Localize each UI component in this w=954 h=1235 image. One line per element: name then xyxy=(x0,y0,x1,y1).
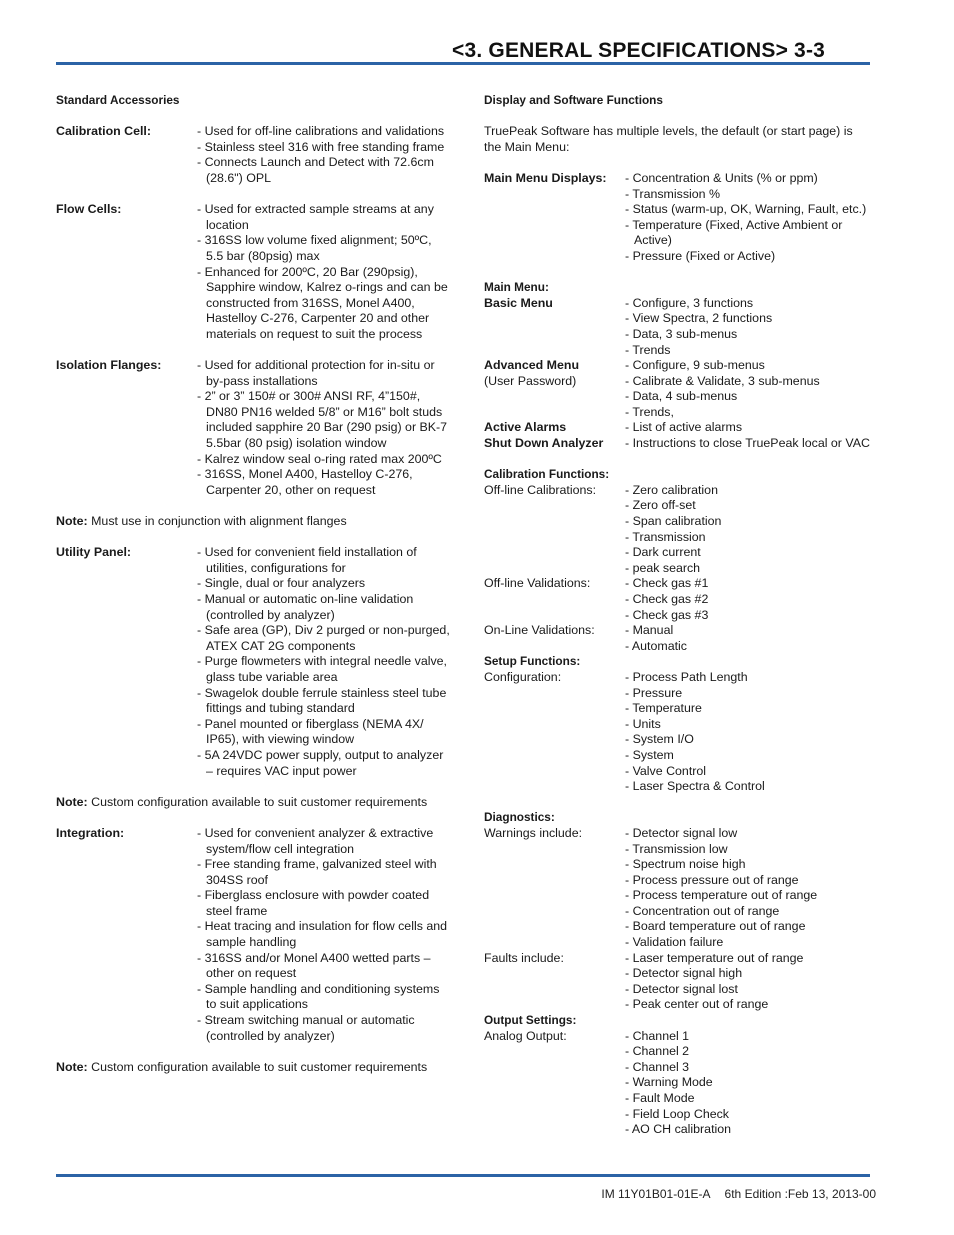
note-prefix: Note: xyxy=(56,794,88,809)
list-item: - Span calibration xyxy=(625,514,722,529)
list-item: - Spectrum noise high xyxy=(625,857,746,872)
integration-section xyxy=(56,826,451,1044)
active-alarms-label: Active Alarms xyxy=(484,420,567,435)
list-item: - Configure, 9 sub-menus xyxy=(625,358,765,373)
list-item: - Status (warm-up, OK, Warning, Fault, etc.) xyxy=(625,202,867,217)
list-item: - Process temperature out of range xyxy=(625,888,818,903)
list-item: - Concentration out of range xyxy=(625,903,780,918)
calibration-cell-label: Calibration Cell: xyxy=(56,124,152,139)
list-item: - Trends, xyxy=(625,404,674,419)
calibration-cell-section xyxy=(56,124,451,186)
intro-paragraph: TruePeak Software has multiple levels, the default (or start page) is the Main Menu: xyxy=(484,124,853,154)
shut-down-label: Shut Down Analyzer xyxy=(484,436,604,451)
list-item: - Pressure (Fixed or Active) xyxy=(625,248,776,263)
note-alignment-flanges xyxy=(56,514,451,530)
isolation-flanges-label: Isolation Flanges: xyxy=(56,358,162,373)
list-item: - Channel 3 xyxy=(625,1059,690,1074)
list-item: - Configure, 3 functions xyxy=(625,295,754,310)
flow-cells-list xyxy=(197,202,451,342)
warnings-list xyxy=(625,826,874,951)
list-item: - Used for off-line calibrations and validations xyxy=(197,124,445,139)
note-custom-configuration xyxy=(56,1060,451,1076)
list-item: - Board temperature out of range xyxy=(625,919,806,934)
list-item: - Pressure xyxy=(625,685,683,700)
list-item: - Temperature (Fixed, Active Ambient or Active) xyxy=(625,217,843,248)
list-item: - Validation failure xyxy=(625,935,724,950)
setup-functions-label: Setup Functions: xyxy=(484,654,581,669)
list-item: - Free standing frame, galvanized steel with 304SS roof xyxy=(197,857,437,887)
list-item: - Data, 3 sub-menus xyxy=(625,326,738,341)
list-item: - Detector signal high xyxy=(625,966,743,981)
page-footer xyxy=(601,1187,876,1203)
configuration-label: Configuration: xyxy=(484,669,562,684)
list-item: - Calibrate & Validate, 3 sub-menus xyxy=(625,373,820,388)
right-column xyxy=(484,93,874,1138)
list-item: - 316SS and/or Monel A400 wetted parts – other on request xyxy=(197,950,431,981)
list-item: - Used for convenient analyzer & extractive system/flow cell integration xyxy=(197,825,434,856)
basic-menu-list xyxy=(625,296,874,358)
list-item: - Swagelok double ferrule stainless steel tube fittings and tubing standard xyxy=(197,685,447,716)
list-item: - Used for convenient field installation of utilities, configurations for xyxy=(197,545,417,575)
list-item: - Check gas #3 xyxy=(625,607,709,622)
advanced-menu-label: Advanced Menu xyxy=(484,358,580,373)
list-item: - Heat tracing and insulation for flow cells and sample handling xyxy=(197,919,448,950)
utility-panel-section xyxy=(56,545,451,779)
shut-down-list xyxy=(625,436,874,452)
list-item: - Temperature xyxy=(625,701,702,716)
configuration-list xyxy=(625,670,874,795)
standard-accessories-heading: Standard Accessories xyxy=(56,93,180,107)
list-item: - Process pressure out of range xyxy=(625,872,799,887)
list-item: - Instructions to close TruePeak local or VAC xyxy=(625,436,870,451)
document-id: IM 11Y01B01-01E-A xyxy=(601,1187,711,1201)
list-item: - Purge flowmeters with integral needle valve, glass tube variable area xyxy=(197,654,447,684)
list-item: - Detector signal low xyxy=(625,825,738,840)
list-item: - Manual or automatic on-line validation (controlled by analyzer) xyxy=(197,592,414,622)
list-item: - Field Loop Check xyxy=(625,1106,729,1121)
active-alarms-section xyxy=(484,420,874,436)
diagnostics-label: Diagnostics: xyxy=(484,810,555,825)
analog-output-list xyxy=(625,1029,874,1138)
list-item: - peak search xyxy=(625,560,701,575)
list-item: - Laser Spectra & Control xyxy=(625,779,765,794)
active-alarms-list xyxy=(625,420,874,436)
online-validations-section xyxy=(484,623,874,654)
list-item: - System xyxy=(625,747,674,762)
list-item: - Trends xyxy=(625,342,671,357)
display-software-heading: Display and Software Functions xyxy=(484,93,663,107)
list-item: - Units xyxy=(625,716,661,731)
list-item: - Transmission low xyxy=(625,841,728,856)
note-prefix: Note: xyxy=(56,1059,88,1074)
utility-panel-label: Utility Panel: xyxy=(56,545,132,560)
list-item: - 316SS, Monel A400, Hastelloy C-276, Carpenter 20, other on request xyxy=(197,467,413,497)
offline-validations-section xyxy=(484,576,874,623)
page-title: <3. GENERAL SPECIFICATIONS> 3-3 xyxy=(452,39,826,62)
calibration-functions-label: Calibration Functions: xyxy=(484,467,610,482)
integration-list xyxy=(197,826,451,1044)
analog-output-section xyxy=(484,1029,874,1138)
list-item: - Channel 2 xyxy=(625,1044,690,1059)
list-item: - Laser temperature out of range xyxy=(625,950,804,965)
note-text: Custom configuration available to suit customer requirements xyxy=(87,794,428,809)
basic-menu-label: Basic Menu xyxy=(484,295,553,310)
output-settings-label: Output Settings: xyxy=(484,1013,577,1028)
isolation-flanges-list xyxy=(197,358,451,498)
list-item: - View Spectra, 2 functions xyxy=(625,311,773,326)
list-item: - 2” or 3” 150# or 300# ANSI RF, 4”150#, DN80 PN16 welded 5/8” or M16” bolt studs included sapphire 20 Bar (290 psig) or BK-7 5.5bar (80 psig) isolation window xyxy=(197,389,448,451)
list-item: - Transmission % xyxy=(625,186,721,201)
list-item: - Single, dual or four analyzers xyxy=(197,576,366,591)
list-item: - Check gas #2 xyxy=(625,592,709,606)
warnings-label: Warnings include: xyxy=(484,825,583,840)
list-item: - Check gas #1 xyxy=(625,576,709,591)
left-column xyxy=(56,93,451,1075)
list-item: - Transmission xyxy=(625,529,706,544)
user-password-label: (User Password) xyxy=(484,373,577,388)
list-item: - 5A 24VDC power supply, output to analyzer – requires VAC input power xyxy=(197,747,444,778)
list-item: - AO CH calibration xyxy=(625,1122,732,1137)
list-item: - Sample handling and conditioning systems to suit applications xyxy=(197,981,440,1012)
list-item: - Panel mounted or fiberglass (NEMA 4X/ IP65), with viewing window xyxy=(197,716,424,747)
list-item: - Stainless steel 316 with free standing frame xyxy=(197,139,445,154)
list-item: - System I/O xyxy=(625,732,694,747)
list-item: - Process Path Length xyxy=(625,669,748,684)
flow-cells-label: Flow Cells: xyxy=(56,202,122,217)
flow-cells-section xyxy=(56,202,451,342)
list-item: - Enhanced for 200ºC, 20 Bar (290psig), Sapphire window, Kalrez o-rings and can be constructed from 316SS, Monel A400, Hastelloy C-276, Carpenter 20 and other materials on request to suit the process xyxy=(197,264,448,341)
offline-calibrations-section xyxy=(484,483,874,577)
faults-label: Faults include: xyxy=(484,950,564,965)
online-validations-label: On-Line Validations: xyxy=(484,623,595,638)
note-text: Custom configuration available to suit customer requirements xyxy=(87,1059,428,1074)
list-item: - Peak center out of range xyxy=(625,997,769,1012)
isolation-flanges-section xyxy=(56,358,451,498)
basic-menu-section xyxy=(484,296,874,358)
offline-calibrations-label: Off-line Calibrations: xyxy=(484,482,597,497)
integration-label: Integration: xyxy=(56,825,125,840)
list-item: - Safe area (GP), Div 2 purged or non-purged, ATEX CAT 2G components xyxy=(197,623,450,653)
list-item: - Connects Launch and Detect with 72.6cm (28.6") OPL xyxy=(197,155,434,185)
shut-down-section xyxy=(484,436,874,452)
main-menu-label: Main Menu: xyxy=(484,280,549,295)
offline-validations-label: Off-line Validations: xyxy=(484,576,591,591)
list-item: - Warning Mode xyxy=(625,1075,713,1090)
list-item: - Zero off-set xyxy=(625,498,696,513)
list-item: - Stream switching manual or automatic (controlled by analyzer) xyxy=(197,1013,415,1043)
list-item: - Channel 1 xyxy=(625,1028,690,1043)
faults-section xyxy=(484,951,874,1013)
warnings-section xyxy=(484,826,874,951)
main-menu-displays-label: Main Menu Displays: xyxy=(484,170,607,185)
list-item: - Zero calibration xyxy=(625,482,718,497)
calibration-cell-list xyxy=(197,124,451,186)
note-prefix: Note: xyxy=(56,514,88,529)
list-item: - Detector signal lost xyxy=(625,981,738,996)
faults-list xyxy=(625,951,874,1013)
offline-calibrations-list xyxy=(625,483,874,577)
list-item: - Dark current xyxy=(625,545,701,560)
advanced-menu-section xyxy=(484,358,874,420)
advanced-menu-list xyxy=(625,358,874,420)
main-menu-displays-list xyxy=(625,171,874,265)
list-item: - Fiberglass enclosure with powder coated steel frame xyxy=(197,888,430,918)
configuration-section xyxy=(484,670,874,795)
list-item: - Concentration & Units (% or ppm) xyxy=(625,170,818,185)
online-validations-list xyxy=(625,623,874,654)
note-text: Must use in conjunction with alignment flanges xyxy=(87,514,347,529)
list-item: - Used for extracted sample streams at any location xyxy=(197,202,434,232)
list-item: - List of active alarms xyxy=(625,420,743,435)
list-item: - Fault Mode xyxy=(625,1091,695,1105)
list-item: - Used for additional protection for in-situ or by-pass installations xyxy=(197,358,435,388)
list-item: - Data, 4 sub-menus xyxy=(625,389,738,404)
note-custom-configuration xyxy=(56,795,451,811)
utility-panel-list xyxy=(197,545,451,779)
offline-validations-list xyxy=(625,576,874,623)
footer-rule xyxy=(56,1174,870,1177)
list-item: - Kalrez window seal o-ring rated max 200ºC xyxy=(197,451,442,466)
list-item: - Valve Control xyxy=(625,763,707,778)
list-item: - Automatic xyxy=(625,638,687,653)
header-rule xyxy=(56,62,870,65)
list-item: - 316SS low volume fixed alignment; 50ºC, 5.5 bar (80psig) max xyxy=(197,233,432,263)
edition-date: 6th Edition :Feb 13, 2013-00 xyxy=(724,1187,876,1201)
analog-output-label: Analog Output: xyxy=(484,1028,567,1043)
main-menu-displays-section xyxy=(484,171,874,265)
list-item: - Manual xyxy=(625,623,674,638)
